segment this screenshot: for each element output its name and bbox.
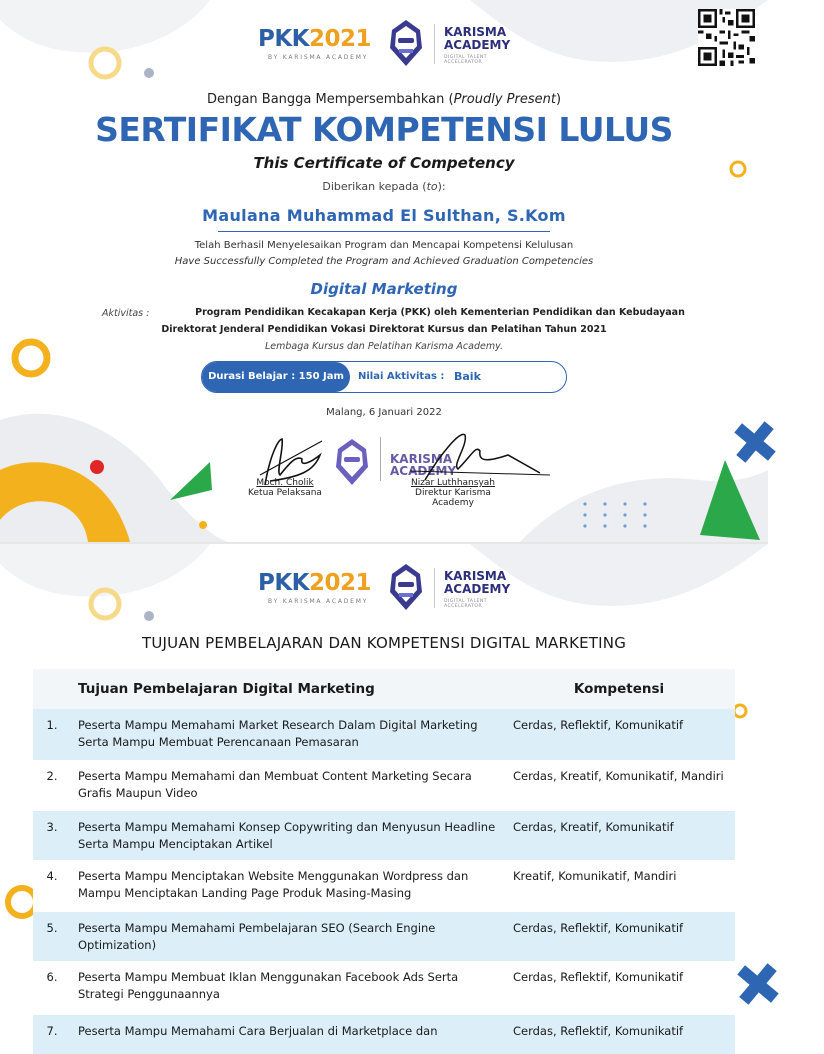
score-label: Nilai Aktivitas :	[358, 371, 445, 382]
certificate-page	[0, 0, 768, 542]
logo-divider	[434, 568, 435, 608]
recipient-name: Maulana Muhammad El Sulthan, S.Kom	[202, 206, 566, 225]
row-goal: Peserta Mampu Membuat Iklan Menggunakan Facebook Ads Serta Strategi Penggunaannya	[71, 961, 503, 1015]
given-to-label: Diberikan kepada (to):	[322, 180, 446, 193]
mascot-icon	[386, 18, 426, 68]
row-goal: Peserta Mampu Memahami dan Membuat Content Marketing Secara Grafis Maupun Video	[71, 760, 503, 811]
place-date: Malang, 6 Januari 2022	[326, 407, 442, 418]
name-underline	[218, 231, 550, 232]
row-goal: Peserta Mampu Memahami Konsep Copywriting dan Menyusun Headline Serta Mampu Menciptakan Artikel	[71, 811, 503, 860]
header-number	[33, 669, 71, 709]
goals-table	[33, 669, 735, 1054]
table-header	[33, 669, 735, 709]
activity-line-1: Program Pendidikan Kecakapan Kerja (PKK) oleh Kementerian Pendidikan dan Kebudayaan	[195, 307, 685, 318]
row-number: 3.	[33, 811, 71, 860]
program-name: Digital Marketing	[310, 280, 458, 298]
row-goal: Peserta Mampu Memahami Pembelajaran SEO (Search Engine Optimization)	[71, 912, 503, 961]
signer-2: Nizar Luthhansyah Direktur Karisma Academy	[411, 478, 495, 508]
goals-title: TUJUAN PEMBELAJARAN DAN KOMPETENSI DIGITAL MARKETING	[141, 634, 627, 652]
signer-1: Moch. Cholik Ketua Pelaksana	[248, 478, 322, 498]
header-competency: Kompetensi	[503, 669, 735, 709]
mascot-icon	[386, 562, 426, 612]
logo-divider	[434, 24, 435, 64]
logo-row	[258, 18, 518, 70]
table-row	[33, 961, 735, 1015]
karisma-logo: KARISMA ACADEMY	[444, 25, 511, 52]
pkk-logo: PKK2021	[258, 570, 372, 596]
karisma-logo-subtitle: DIGITAL TALENT ACCELERATOR	[444, 599, 487, 609]
row-number: 5.	[33, 912, 71, 961]
activity-line-2: Direktorat Jenderal Pendidikan Vokasi Direktorat Kursus dan Pelatihan Tahun 2021	[161, 324, 607, 335]
row-number: 6.	[33, 961, 71, 1015]
activity-label: Aktivitas :	[102, 308, 150, 319]
goals-page	[0, 544, 768, 1038]
row-competency: Cerdas, Kreatif, Komunikatif, Mandiri	[503, 760, 735, 811]
row-competency: Cerdas, Reflektif, Komunikatif	[503, 1015, 735, 1054]
duration-score-pill	[201, 361, 567, 393]
pkk-logo: PKK2021	[258, 26, 372, 52]
row-number: 4.	[33, 860, 71, 912]
table-row	[33, 811, 735, 860]
score-value: Baik	[454, 370, 481, 383]
present-line: Dengan Bangga Mempersembahkan (Proudly Present)	[206, 92, 562, 107]
row-number: 1.	[33, 709, 71, 760]
duration-badge: Durasi Belajar : 150 Jam	[202, 362, 350, 392]
logo-row	[258, 562, 518, 614]
svg-text:ACADEMY: ACADEMY	[390, 464, 457, 478]
karisma-logo: KARISMA ACADEMY	[444, 569, 511, 596]
row-number: 2.	[33, 760, 71, 811]
karisma-logo-subtitle: DIGITAL TALENT ACCELERATOR	[444, 55, 487, 65]
row-competency: Kreatif, Komunikatif, Mandiri	[503, 860, 735, 912]
row-goal: Peserta Mampu Menciptakan Website Menggunakan Wordpress dan Mampu Menciptakan Landing Page Produk Masing-Masing	[71, 860, 503, 912]
table-row	[33, 912, 735, 961]
certificate-title: SERTIFIKAT KOMPETENSI LULUS	[95, 110, 673, 149]
completion-text-en: Have Successfully Completed the Program and Achieved Graduation Competencies	[174, 256, 594, 267]
table-row	[33, 1015, 735, 1054]
row-goal: Peserta Mampu Memahami Cara Berjualan di Marketplace dan	[71, 1015, 503, 1054]
activity-line-3: Lembaga Kursus dan Pelatihan Karisma Academy.	[264, 341, 503, 352]
table-row	[33, 860, 735, 912]
header-goal: Tujuan Pembelajaran Digital Marketing	[71, 669, 503, 709]
row-competency: Cerdas, Reflektif, Komunikatif	[503, 709, 735, 760]
table-row	[33, 709, 735, 760]
svg-text:KARISMA: KARISMA	[390, 452, 453, 466]
qr-code-icon	[698, 9, 755, 66]
row-goal: Peserta Mampu Memahami Market Research Dalam Digital Marketing Serta Mampu Membuat Perencanaan Pemasaran	[71, 709, 503, 760]
certificate-subtitle: This Certificate of Competency	[253, 154, 515, 172]
row-competency: Cerdas, Kreatif, Komunikatif	[503, 811, 735, 860]
row-competency: Cerdas, Reflektif, Komunikatif	[503, 912, 735, 961]
pkk-logo-subtitle: BY KARISMA ACADEMY	[268, 54, 369, 61]
pkk-logo-subtitle: BY KARISMA ACADEMY	[268, 598, 369, 605]
row-number: 7.	[33, 1015, 71, 1054]
completion-text-id: Telah Berhasil Menyelesaikan Program dan Mencapai Kompetensi Kelulusan	[194, 240, 574, 251]
table-row	[33, 760, 735, 811]
row-competency: Cerdas, Reflektif, Komunikatif	[503, 961, 735, 1015]
